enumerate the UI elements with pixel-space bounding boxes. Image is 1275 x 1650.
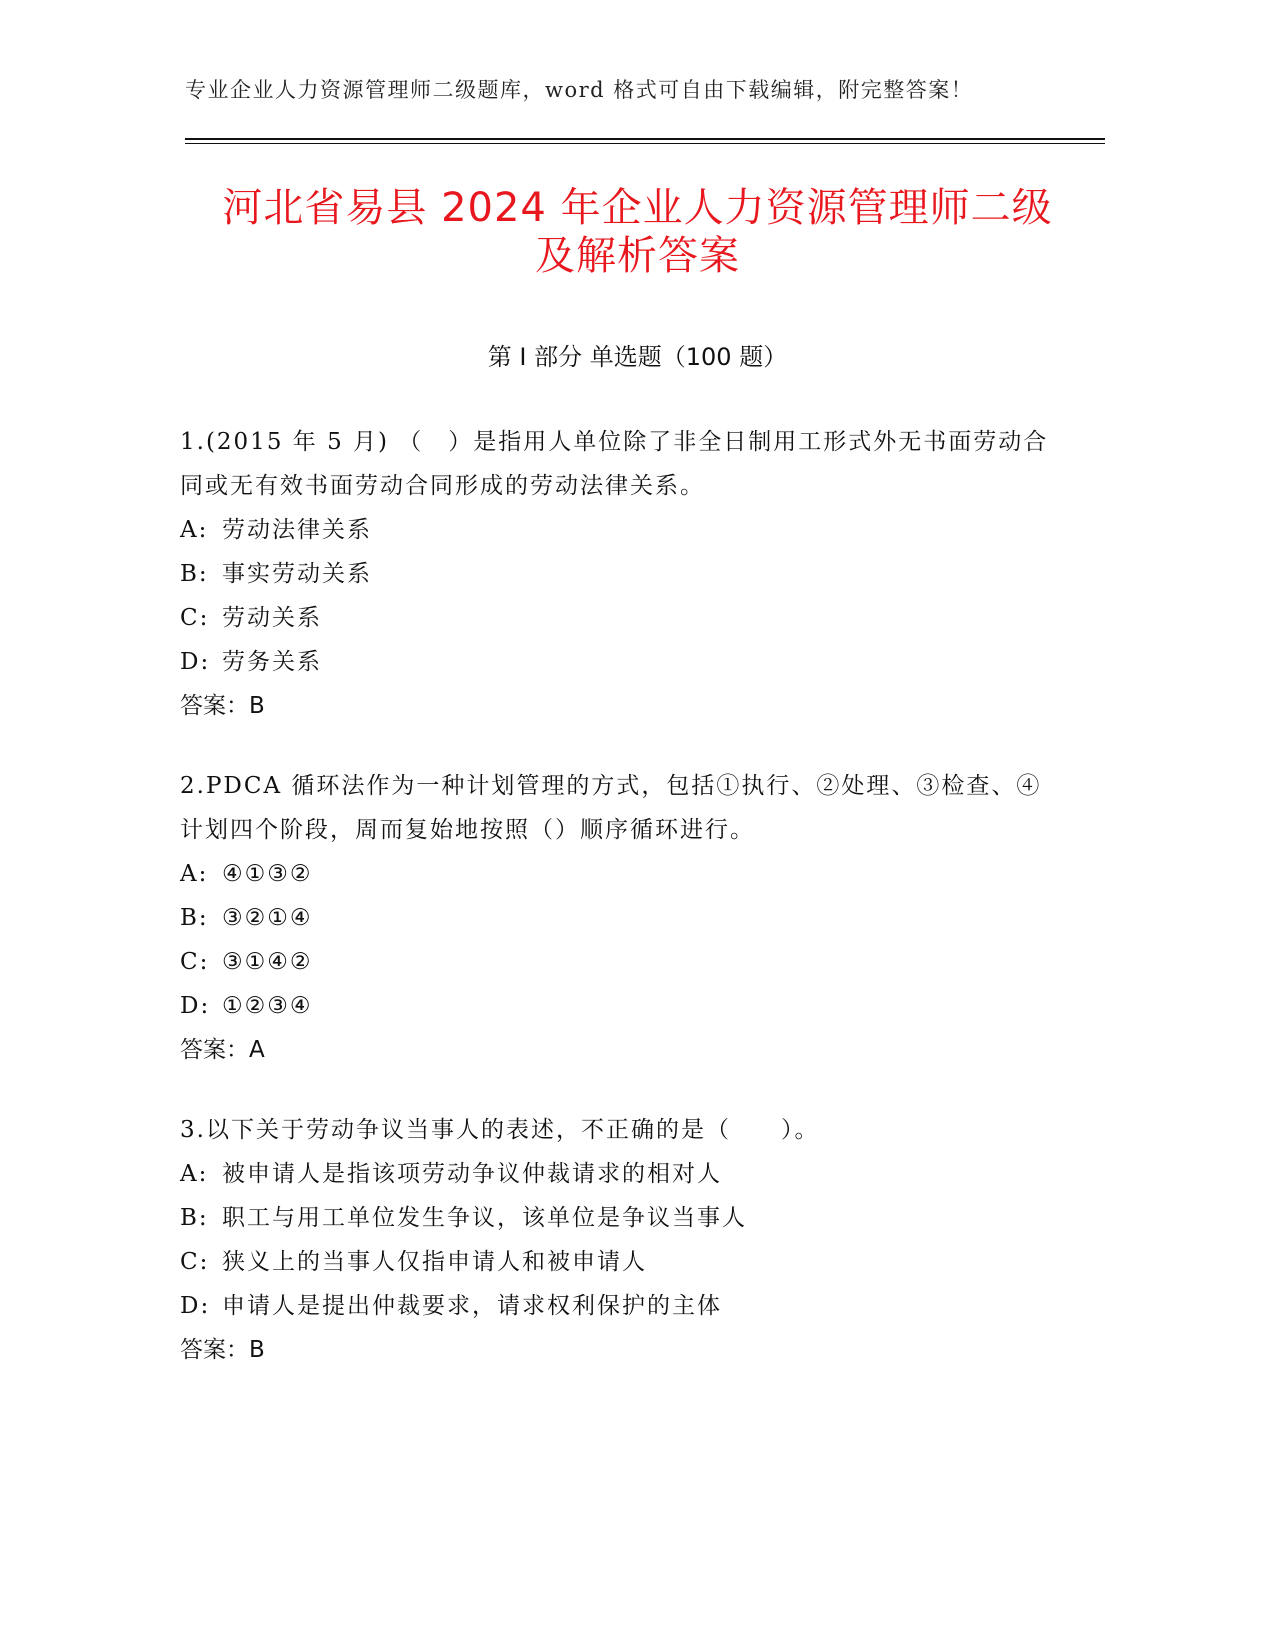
option-key: A:: [180, 861, 209, 887]
option-c: [180, 940, 1050, 984]
answer-line: [180, 1028, 1050, 1072]
option-d: [180, 640, 1050, 684]
option-text: 劳动法律关系: [222, 517, 372, 543]
answer-label: 答案：: [180, 693, 249, 719]
question-stem: 3.以下关于劳动争议当事人的表述，不正确的是（ ）。: [180, 1117, 820, 1143]
option-key: B:: [180, 905, 209, 931]
section-title: 第 I 部分 单选题（100 题）: [487, 343, 788, 371]
option-key: B:: [180, 1205, 209, 1231]
option-text: ③①④②: [222, 949, 313, 975]
option-text: ③②①④: [222, 905, 313, 931]
answer-label: 答案：: [180, 1337, 249, 1363]
option-key: C:: [180, 949, 210, 975]
question-stem: 1.(2015 年 5 月) （ ）是指用人单位除了非全日制用工形式外无书面劳动合同或无有效书面劳动合同形成的劳动法律关系。: [180, 429, 1049, 499]
option-c: [180, 596, 1050, 640]
option-text: 劳务关系: [222, 649, 322, 675]
option-text: 事实劳动关系: [222, 561, 372, 587]
option-c: [180, 1240, 1050, 1284]
option-key: B:: [180, 561, 209, 587]
option-key: A:: [180, 1161, 209, 1187]
option-d: [180, 1284, 1050, 1328]
answer-label: 答案：: [180, 1037, 249, 1063]
document-title: [150, 184, 1125, 280]
answer-line: [180, 684, 1050, 728]
option-text: 被申请人是指该项劳动争议仲裁请求的相对人: [222, 1161, 722, 1187]
option-text: ①②③④: [222, 993, 313, 1019]
option-text: 申请人是提出仲裁要求，请求权利保护的主体: [222, 1293, 722, 1319]
question-item: [180, 1108, 1050, 1372]
option-key: D:: [180, 649, 211, 675]
option-b: [180, 1196, 1050, 1240]
document-title-line2: 及解析答案: [535, 233, 740, 279]
option-key: C:: [180, 605, 210, 631]
option-key: A:: [180, 517, 209, 543]
header-note: 专业企业人力资源管理师二级题库，word 格式可自由下载编辑，附完整答案！: [185, 78, 974, 102]
option-key: C:: [180, 1249, 210, 1275]
option-key: D:: [180, 993, 211, 1019]
answer-value: B: [249, 1337, 265, 1363]
question-stem: 2.PDCA 循环法作为一种计划管理的方式，包括①执行、②处理、③检查、④计划四个阶段，周而复始地按照（）顺序循环进行。: [180, 773, 1042, 843]
option-b: [180, 552, 1050, 596]
option-a: [180, 1152, 1050, 1196]
option-text: 劳动关系: [222, 605, 322, 631]
option-d: [180, 984, 1050, 1028]
document-title-line1: 河北省易县 2024 年企业人力资源管理师二级: [222, 185, 1053, 231]
option-text: 狭义上的当事人仅指申请人和被申请人: [222, 1249, 647, 1275]
question-item: [180, 764, 1050, 1072]
header-rule-thick: [185, 138, 1105, 140]
option-a: [180, 508, 1050, 552]
option-key: D:: [180, 1293, 211, 1319]
answer-value: B: [249, 693, 265, 719]
option-text: ④①③②: [222, 861, 313, 887]
header-rule-thin: [185, 143, 1105, 144]
question-list: [180, 420, 1050, 1408]
option-text: 职工与用工单位发生争议，该单位是争议当事人: [222, 1205, 747, 1231]
answer-line: [180, 1328, 1050, 1372]
option-b: [180, 896, 1050, 940]
option-a: [180, 852, 1050, 896]
question-item: [180, 420, 1050, 728]
answer-value: A: [249, 1037, 265, 1063]
